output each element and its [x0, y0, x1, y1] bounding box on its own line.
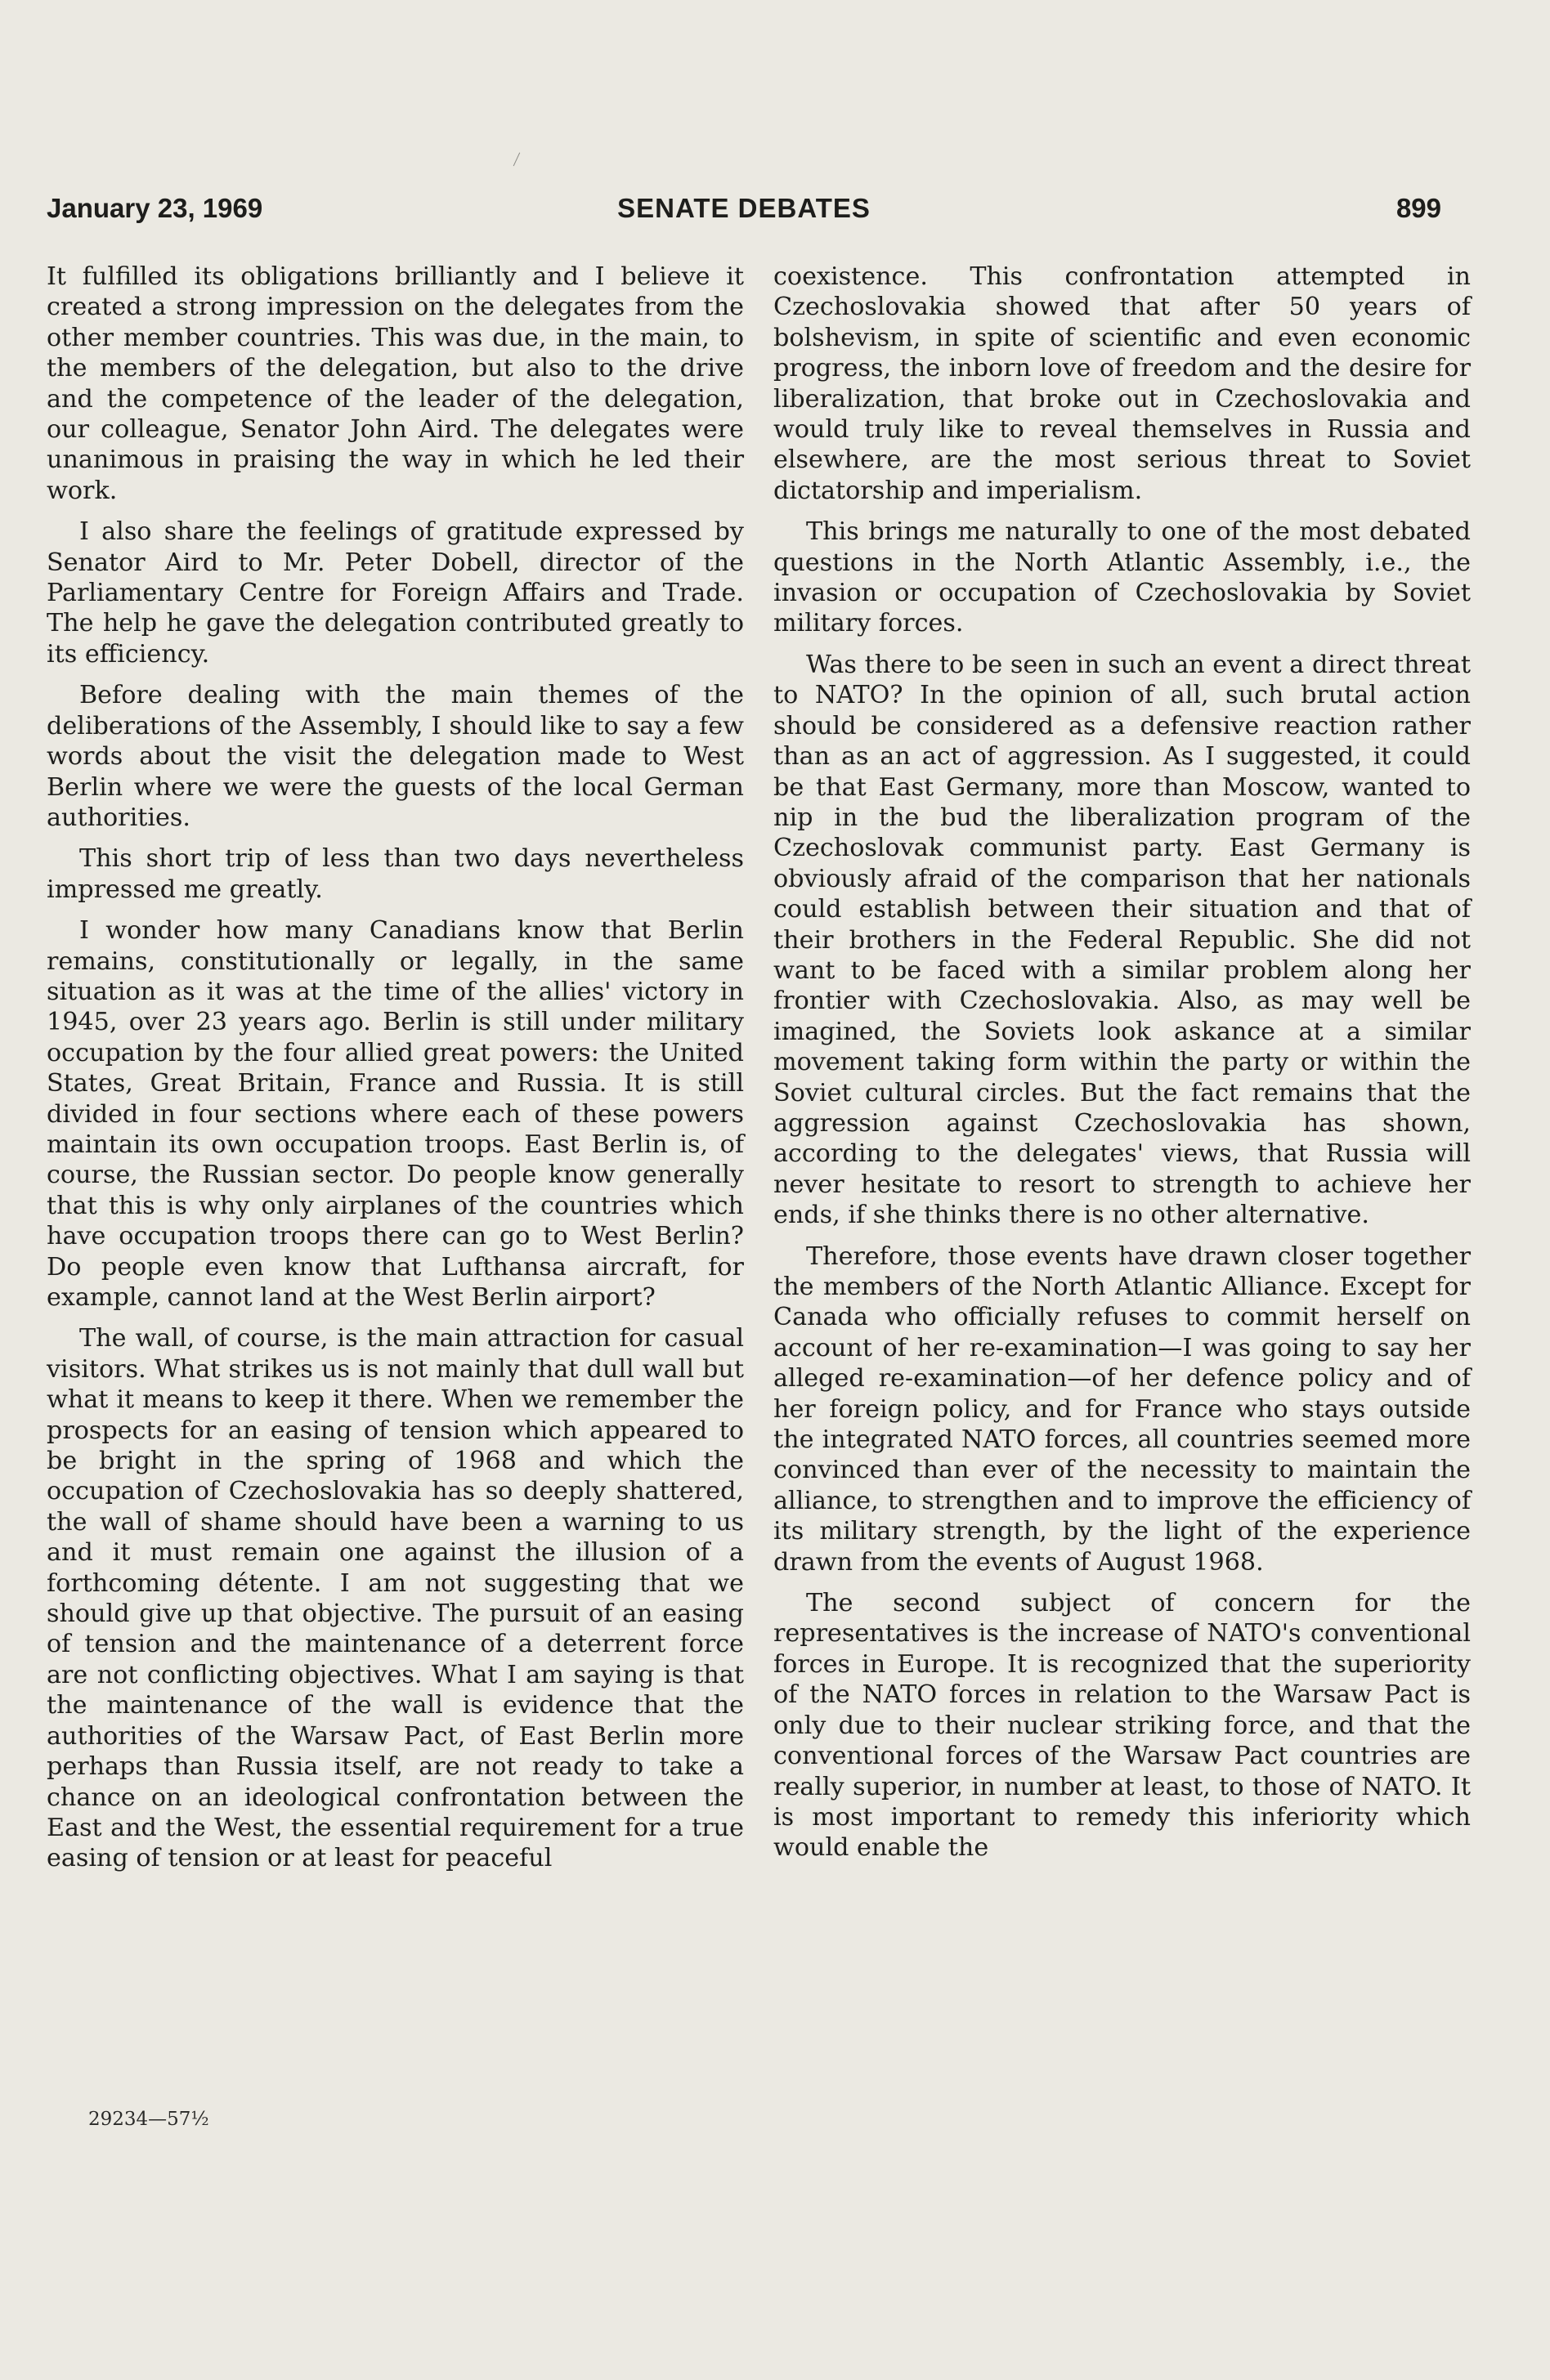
- paragraph: I also share the feelings of gratitude expressed by Senator Aird to Mr. Peter Dobell, director of the Parliamentary Centre for Foreign Affairs and Trade. The help he gave the delegation contributed greatly to its efficiency.: [47, 517, 744, 669]
- paragraph: This short trip of less than two days nevertheless impressed me greatly.: [47, 844, 744, 904]
- paragraph: The second subject of concern for the representatives is the increase of NATO's conventional forces in Europe. It is recognized that the superiority of the NATO forces in relation to the Warsaw Pact is only due to their nuclear striking force, and that the conventional forces of the Warsaw Pact countries are really superior, in number at least, to those of NATO. It is most important to remedy this inferiority which would enable the: [773, 1589, 1471, 1863]
- left-column: [47, 262, 744, 1885]
- paragraph: Was there to be seen in such an event a direct threat to NATO? In the opinion of all, such brutal action should be considered as a defensive reaction rather than as an act of aggression. As I suggested, it could be that East Germany, more than Moscow, wanted to nip in the bud the liberalization program of the Czechoslovak communist party. East Germany is obviously afraid of the comparison that her nationals could establish between their situation and that of their brothers in the Federal Republic. She did not want to be faced with a similar problem along her frontier with Czechoslovakia. Also, as may well be imagined, the Soviets look askance at a similar movement taking form within the party or within the Soviet cultural circles. But the fact remains that the aggression against Czechoslovakia has shown, according to the delegates' views, that Russia will never hesitate to resort to strength to achieve her ends, if she thinks there is no other alternative.: [773, 650, 1471, 1230]
- right-column: [773, 262, 1471, 1874]
- printer-code: 29234—57½: [88, 2109, 209, 2130]
- page-number: 899: [1395, 193, 1441, 223]
- paragraph: Therefore, those events have drawn closer together the members of the North Atlantic Alliance. Except for Canada who officially refuses to commit herself on account of her re-examination—I was going to say her alleged re-examination—of her defence policy and of her foreign policy, and for France who stays outside the integrated NATO forces, all countries seemed more convinced than ever of the necessity to maintain the alliance, to strengthen and to improve the efficiency of its military strength, by the light of the experience drawn from the events of August 1968.: [773, 1241, 1471, 1577]
- paragraph: Before dealing with the main themes of the deliberations of the Assembly, I should like to say a few words about the visit the delegation made to West Berlin where we were the guests of the local German authorities.: [47, 681, 744, 832]
- paragraph: This brings me naturally to one of the most debated questions in the North Atlantic Assembly, i.e., the invasion or occupation of Czechoslovakia by Soviet military forces.: [773, 517, 1471, 638]
- stray-pen-mark: [513, 153, 528, 170]
- header-title: SENATE DEBATES: [617, 193, 871, 223]
- paragraph: I wonder how many Canadians know that Berlin remains, constitutionally or legally, in the same situation as it was at the time of the allies' victory in 1945, over 23 years ago. Berlin is still under military occupation by the four allied great powers: the United States, Great Britain, France and Russia. It is still divided in four sections where each of these powers maintain its own occupation troops. East Berlin is, of course, the Russian sector. Do people know generally that this is why only airplanes of the countries which have occupation troops there can go to West Berlin? Do people even know that Lufthansa aircraft, for example, cannot land at the West Berlin airport?: [47, 916, 744, 1312]
- paragraph: The wall, of course, is the main attraction for casual visitors. What strikes us is not mainly that dull wall but what it means to keep it there. When we remember the prospects for an easing of tension which appeared to be bright in the spring of 1968 and which the occupation of Czechoslovakia has so deeply shattered, the wall of shame should have been a warning to us and it must remain one against the illusion of a forthcoming détente. I am not suggesting that we should give up that objective. The pursuit of an easing of tension and the maintenance of a deterrent force are not conflicting objectives. What I am saying is that the maintenance of the wall is evidence that the authorities of the Warsaw Pact, of East Berlin more perhaps than Russia itself, are not ready to take a chance on an ideological confrontation between the East and the West, the essential requirement for a true easing of tension or at least for peaceful: [47, 1324, 744, 1873]
- header-date: January 23, 1969: [47, 193, 263, 223]
- paragraph: coexistence. This confrontation attempted in Czechoslovakia showed that after 50 years of bolshevism, in spite of scientific and even economic progress, the inborn love of freedom and the desire for liberalization, that broke out in Czechoslovakia and would truly like to reveal themselves in Russia and elsewhere, are the most serious threat to Soviet dictatorship and imperialism.: [773, 262, 1471, 505]
- page-header: [47, 193, 1441, 232]
- paragraph: It fulfilled its obligations brilliantly and I believe it created a strong impression on the delegates from the other member countries. This was due, in the main, to the members of the delegation, but also to the drive and the competence of the leader of the delegation, our colleague, Senator John Aird. The delegates were unanimous in praising the way in which he led their work.: [47, 262, 744, 505]
